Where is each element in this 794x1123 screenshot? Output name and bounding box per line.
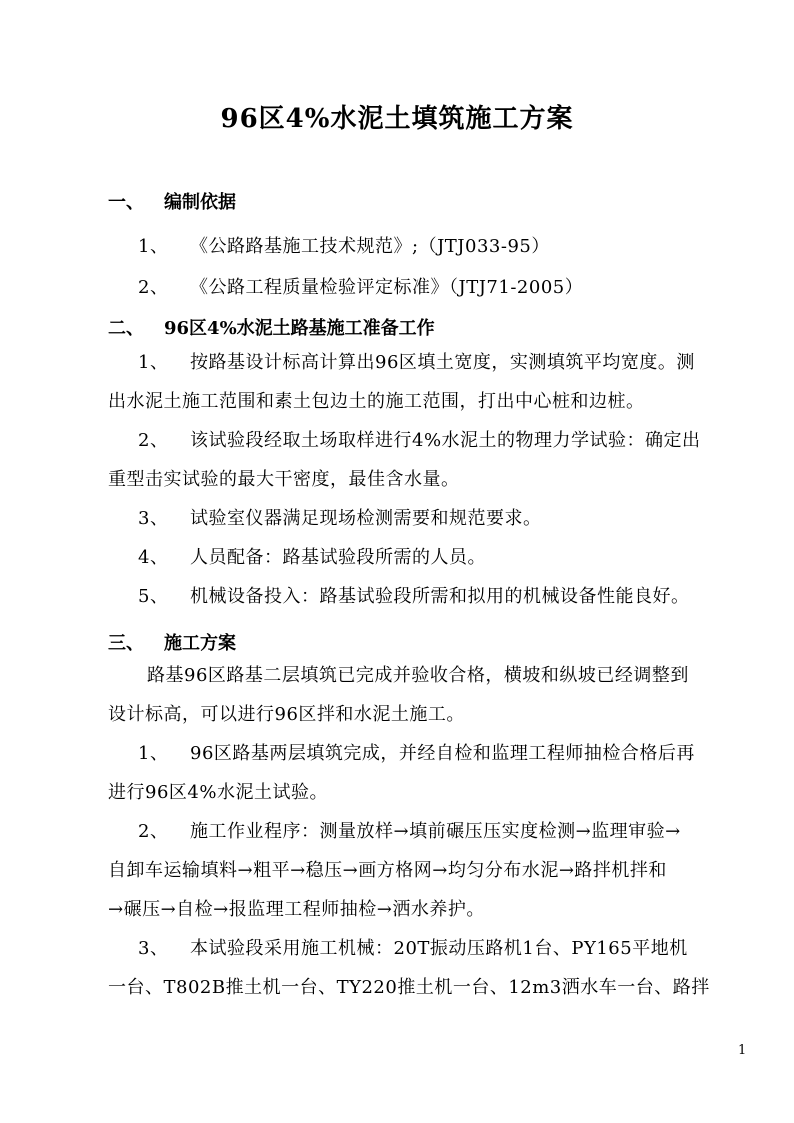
item-text: 96区路基两层填筑完成，并经自检和监理工程师抽检合格后再 xyxy=(190,743,695,764)
item-text: 《公路工程质量检验评定标准》（JTJ71-2005） xyxy=(190,277,584,298)
section-title: 编制依据 xyxy=(164,192,236,213)
list-item xyxy=(138,348,695,374)
list-item xyxy=(138,817,681,843)
item-continuation: 重型击实试验的最大干密度，最佳含水量。 xyxy=(108,469,460,490)
section-number: 一、 xyxy=(108,192,144,213)
item-text: 该试验段经取土场取样进行4%水泥土的物理力学试验：确定出 xyxy=(190,430,701,451)
item-text: 施工作业程序：测量放样→填前碾压压实度检测→监理审验→ xyxy=(190,821,681,842)
item-number: 3、 xyxy=(138,938,169,959)
item-text: 机械设备投入：路基试验段所需和拟用的机械设备性能良好。 xyxy=(190,586,690,607)
list-item xyxy=(138,273,583,299)
item-number: 5、 xyxy=(138,586,169,607)
item-number: 2、 xyxy=(138,430,169,451)
item-text: 人员配备：路基试验段所需的人员。 xyxy=(190,547,486,568)
item-continuation: 进行96区4%水泥土试验。 xyxy=(108,782,328,803)
item-continuation: 自卸车运输填料→粗平→稳压→画方格网→均匀分布水泥→路拌机拌和 xyxy=(108,860,667,881)
item-text: 《公路路基施工技术规范》;（JTJ033-95） xyxy=(190,236,550,257)
paragraph-line: 路基96区路基二层填筑已完成并验收合格，横坡和纵坡已经调整到 xyxy=(147,665,689,686)
item-continuation: 出水泥土施工范围和素土包边土的施工范围，打出中心桩和边桩。 xyxy=(108,391,645,412)
item-number: 3、 xyxy=(138,508,169,529)
item-number: 1、 xyxy=(138,236,169,257)
list-item xyxy=(138,232,550,258)
item-continuation: →碾压→自检→报监理工程师抽检→洒水养护。 xyxy=(108,899,485,920)
item-text: 试验室仪器满足现场检测需要和规范要求。 xyxy=(190,508,542,529)
item-continuation: 一台、T802B推土机一台、TY220推土机一台、12m3洒水车一台、路拌 xyxy=(108,977,710,998)
list-item xyxy=(138,504,542,530)
list-item xyxy=(138,739,695,765)
item-number: 2、 xyxy=(138,277,169,298)
item-number: 1、 xyxy=(138,743,169,764)
section-heading-2 xyxy=(108,314,435,340)
item-number: 1、 xyxy=(138,352,169,373)
list-item xyxy=(138,934,688,960)
section-heading-3 xyxy=(108,629,236,655)
item-text: 按路基设计标高计算出96区填土宽度，实测填筑平均宽度。测 xyxy=(190,352,695,373)
section-heading-1 xyxy=(108,188,236,214)
list-item xyxy=(138,426,701,452)
item-number: 4、 xyxy=(138,547,169,568)
section-number: 三、 xyxy=(108,633,144,654)
section-title: 施工方案 xyxy=(164,633,236,654)
page-number: 1 xyxy=(738,1043,747,1058)
document-title: 96区4%水泥土填筑施工方案 xyxy=(220,104,574,134)
item-number: 2、 xyxy=(138,821,169,842)
list-item xyxy=(138,543,486,569)
section-title: 96区4%水泥土路基施工准备工作 xyxy=(164,318,435,339)
list-item xyxy=(138,582,690,608)
paragraph-line: 设计标高，可以进行96区拌和水泥土施工。 xyxy=(108,704,465,725)
section-number: 二、 xyxy=(108,318,144,339)
item-text: 本试验段采用施工机械：20T振动压路机1台、PY165平地机 xyxy=(190,938,688,959)
